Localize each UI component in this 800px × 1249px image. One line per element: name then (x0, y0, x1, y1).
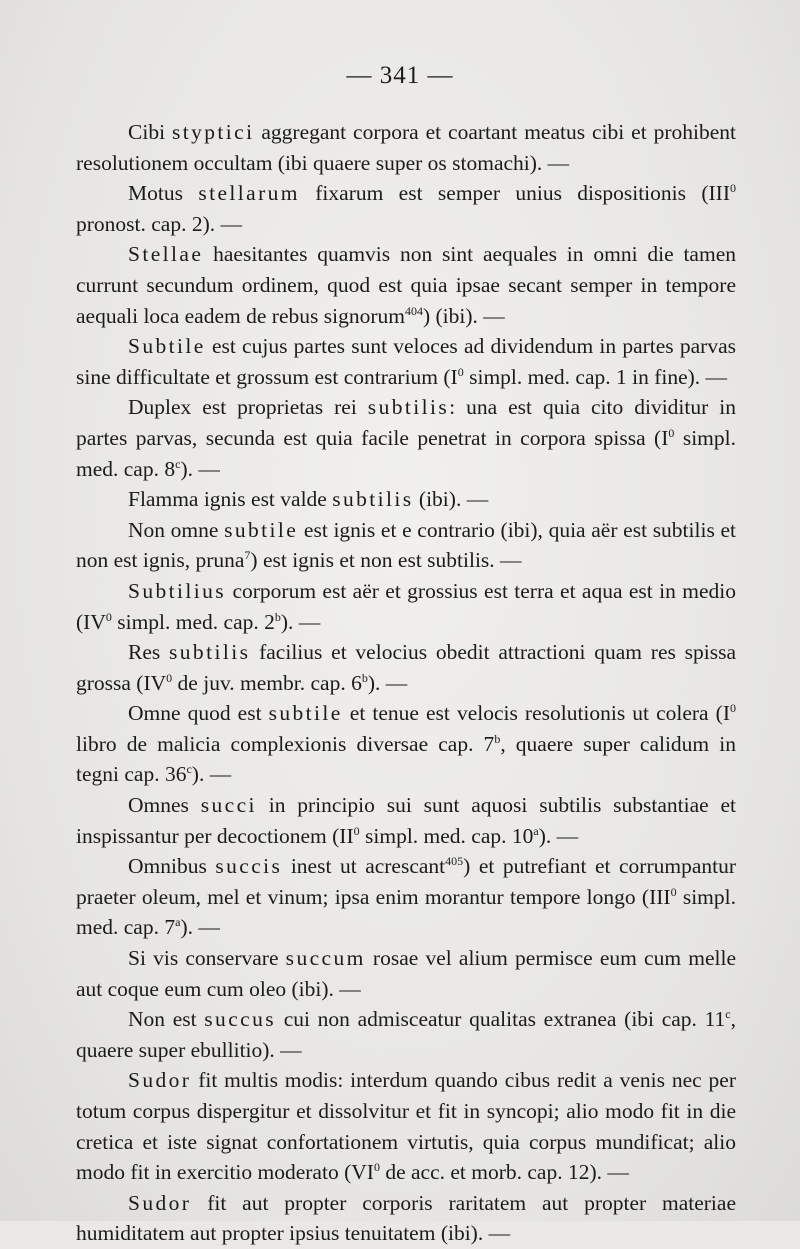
text-run: fit multis modis: interdum quando cibus redit a venis nec per totum corpus dispergitur et dissolvitur et fit in syncopi; alio modo fit in die cretica et iste signat confortationem virtutis, quia corpus mundificat; alio modo fit in exercitio moderato (VI (76, 1068, 736, 1185)
page-number-header: — 341 — (346, 62, 454, 89)
superscript: 7 (244, 548, 251, 563)
text-run: et tenue est velocis resolutionis ut colera (I (342, 701, 730, 726)
spaced-keyword: subtilis (169, 640, 251, 665)
superscript: 0 (670, 884, 677, 899)
paragraph (76, 1065, 736, 1187)
paragraph (76, 117, 736, 178)
text-run: Omnes (128, 793, 201, 818)
superscript: 0 (373, 1160, 380, 1175)
spaced-keyword: subtilis (367, 395, 450, 420)
paragraph (76, 1004, 736, 1065)
text-run: facilius et velocius obedit attractioni quam res spissa grossa (IV (76, 640, 736, 695)
text-run: Si vis conservare (128, 946, 286, 971)
superscript: 0 (729, 701, 736, 716)
spaced-keyword: Stellae (128, 242, 204, 267)
superscript: a (533, 823, 539, 838)
paragraph (76, 331, 736, 392)
paragraph (76, 239, 736, 331)
text-run: Cibi (128, 120, 172, 144)
text-run: cui non admisceatur qualitas extranea (ibi cap. 11 (276, 1007, 726, 1032)
text-run: ). — (280, 609, 321, 634)
paragraph (76, 851, 736, 943)
spaced-keyword: Sudor (128, 1190, 192, 1215)
text-run: ). — (538, 823, 579, 848)
spaced-keyword: subtile (268, 701, 343, 726)
superscript: 0 (730, 181, 736, 196)
text-run: ). — (367, 670, 408, 695)
text-run: fixarum est semper unius dispositionis (III (299, 181, 730, 206)
paragraph (76, 576, 736, 637)
text-run: simpl. med. cap. 2 (111, 609, 275, 634)
spaced-keyword: styptici (171, 120, 255, 144)
text-run: ). — (180, 915, 220, 940)
superscript: 405 (445, 854, 464, 869)
spaced-keyword: succus (204, 1007, 277, 1032)
text-run: simpl. med. cap. 10 (359, 823, 534, 848)
paragraph (76, 790, 736, 851)
text-run: ). — (180, 456, 220, 481)
text-run: (ibi). — (413, 487, 489, 512)
text-run: est ignis et e contrario (ibi), quia aër est subtilis et non est ignis, pruna (76, 517, 736, 573)
spaced-keyword: succum (285, 946, 366, 971)
text-run: libro de malicia complexionis diversae cap. 7 (76, 731, 495, 756)
superscript: 0 (457, 364, 464, 379)
body-text (76, 117, 736, 1249)
text-run: simpl. med. cap. 7 (76, 884, 736, 940)
superscript: c (175, 456, 181, 471)
text-run: Omne quod est (128, 701, 269, 726)
text-run: simpl. med. cap. 1 in fine). — (463, 364, 728, 389)
text-run: fit aut propter corporis raritatem aut propter materiae humiditatem aut propter ipsius tenuitatem (ibi). — (76, 1190, 736, 1246)
text-run: inest ut acrescant (282, 854, 446, 879)
superscript: b (274, 609, 281, 624)
text-run: haesitantes quamvis non sint aequales in omni die tamen currunt secundum ordinem, quod est quia ipsae secant semper in tempore aequali loca eadem de rebus signorum (76, 242, 736, 328)
paragraph (76, 698, 736, 790)
superscript: 0 (105, 609, 112, 624)
spaced-keyword: subtilis (332, 487, 414, 512)
paragraph (76, 484, 736, 515)
spaced-keyword: Sudor (128, 1068, 192, 1093)
text-run: Duplex est proprietas rei (128, 395, 368, 420)
spaced-keyword: succi (200, 793, 257, 818)
text-run: de acc. et morb. cap. 12). — (379, 1160, 629, 1185)
text-run: Res (128, 640, 170, 665)
paragraph (76, 515, 736, 576)
text-run: ). — (191, 762, 232, 787)
superscript: b (361, 670, 368, 685)
text-run: de juv. membr. cap. 6 (172, 670, 362, 695)
superscript: 0 (166, 670, 173, 685)
superscript: c (186, 762, 192, 777)
text-run: ) est ignis et non est subtilis. — (250, 548, 522, 573)
spaced-keyword: subtile (224, 517, 299, 542)
text-run: corporum est aër et grossius est terra et aqua est in medio (IV (76, 578, 736, 634)
text-run: in principio sui sunt aquosi subtilis substantiae et inspissantur per decoctionem (II (76, 793, 736, 848)
spaced-keyword: Subtile (128, 334, 206, 359)
superscript: c (725, 1007, 731, 1022)
text-run: Omnibus (128, 854, 216, 879)
paragraph (76, 392, 736, 484)
superscript: a (175, 915, 181, 930)
paragraph (76, 1188, 736, 1249)
superscript: b (494, 731, 501, 746)
text-run: Flamma ignis est valde (128, 487, 333, 512)
superscript: 404 (404, 303, 423, 318)
text-run: est cujus partes sunt veloces ad dividendum in partes parvas sine difficultate et grossum est contrarium (I (76, 334, 736, 389)
text-run: pronost. cap. 2). — (76, 211, 242, 236)
text-run: , quaere super calidum in tegni cap. 36 (76, 731, 736, 787)
text-run: Non est (128, 1007, 205, 1032)
text-run: Non omne (128, 517, 225, 542)
text-run: rosae vel alium permisce eum cum melle aut coque eum cum oleo (ibi). — (76, 946, 736, 1001)
superscript: 0 (668, 425, 675, 440)
paragraph (76, 637, 736, 698)
spaced-keyword: stellarum (198, 181, 300, 206)
spaced-keyword: succis (215, 854, 283, 879)
text-run: Motus (128, 181, 199, 206)
superscript: 0 (353, 823, 360, 838)
text-run: simpl. med. cap. 8 (76, 425, 736, 481)
text-run: aggregant corpora et coartant meatus cibi et prohibent resolutionem occultam (ibi quaere super os stomachi). — (76, 120, 736, 175)
paragraph (76, 178, 736, 239)
text-run: , quaere super ebullitio). — (76, 1007, 736, 1062)
paragraph (76, 943, 736, 1004)
text-run: : una est quia cito dividitur in partes parvas, secunda est quia facile penetrat in corpora spissa (I (76, 395, 737, 450)
spaced-keyword: Subtilius (128, 578, 227, 603)
text-run: ) (ibi). — (422, 303, 505, 328)
text-run: ) et putrefiant et corrumpantur praeter oleum, mel et vinum; ipsa enim morantur tempore longo (III (76, 854, 736, 909)
